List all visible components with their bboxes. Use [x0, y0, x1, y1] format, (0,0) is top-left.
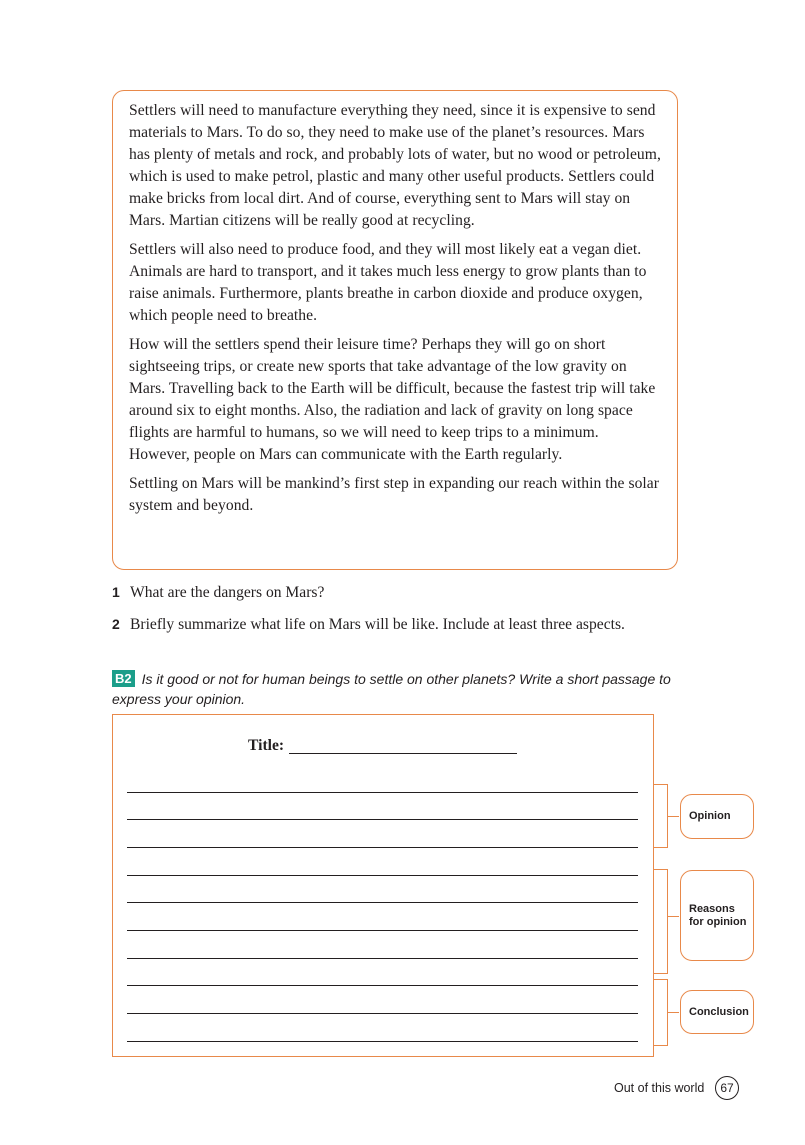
passage-paragraph-1: Settlers will need to manufacture everything they need, since it is expensive to send materials to Mars. To do so, they need to make use of the planet’s resources. Mars has plenty of metals and rock, and probably lots of water, but no wood or petroleum, which is used to make petrol, plastic and many other useful products. Settlers could make bricks from local dirt. And of course, everything sent to Mars will stay on Mars. Martian citizens will be really good at recycling. — [129, 102, 661, 229]
passage-paragraph-4: Settling on Mars will be mankind’s first step in expanding our reach within the solar system and beyond. — [129, 475, 660, 514]
passage-paragraph-3: How will the settlers spend their leisure time? Perhaps they will go on short sightseeing trips, or create new sports that take advantage of the low gravity on Mars. Travelling back to the Earth will be difficult, because the fastest trip will take around six to eight months. Also, the radiation and lack of gravity on long space flights are harmful to humans, so we will need to keep trips to a minimum. However, people on Mars can communicate with the Earth regularly. — [129, 336, 656, 463]
writing-area[interactable] — [112, 714, 654, 1057]
writing-line[interactable] — [127, 958, 638, 959]
opinion-bracket — [654, 784, 668, 848]
conclusion-tag-label: Conclusion — [689, 1005, 749, 1018]
reading-passage-box — [112, 90, 678, 570]
reasons-tag-label — [689, 903, 746, 929]
writing-line[interactable] — [127, 902, 638, 903]
question-number: 2 — [112, 616, 120, 632]
writing-line[interactable] — [127, 792, 638, 793]
writing-line[interactable] — [127, 1041, 638, 1042]
reasons-tag — [680, 870, 754, 961]
writing-line[interactable] — [127, 1013, 638, 1014]
opinion-bracket-connector — [667, 816, 679, 817]
page-number — [715, 1076, 739, 1100]
page-number-text: 67 — [720, 1081, 734, 1095]
writing-task-prompt — [112, 669, 682, 709]
opinion-tag — [680, 794, 754, 839]
reasons-bracket-connector — [667, 916, 679, 917]
writing-line[interactable] — [127, 847, 638, 848]
question-1 — [112, 582, 324, 603]
reasons-tag-line-2: for opinion — [689, 915, 747, 928]
task-instructions: Is it good or not for human beings to settle on other planets? Write a short passage to express your opinion. — [112, 671, 671, 707]
conclusion-bracket-connector — [667, 1012, 679, 1013]
conclusion-bracket — [654, 979, 668, 1046]
question-text: What are the dangers on Mars? — [130, 584, 325, 601]
question-number: 1 — [112, 584, 120, 600]
passage-paragraph-2: Settlers will also need to produce food, and they will most likely eat a vegan diet. Animals are hard to transport, and it takes much less energy to grow plants than to raise animals. Furthermore, plants breathe in carbon dioxide and produce oxygen, which people need to breathe. — [129, 241, 647, 324]
reasons-tag-line-1: Reasons — [689, 902, 735, 915]
footer-section-title: Out of this world — [614, 1081, 705, 1095]
title-blank-line[interactable] — [289, 753, 517, 754]
writing-line[interactable] — [127, 819, 638, 820]
conclusion-tag — [680, 990, 754, 1034]
question-text: Briefly summarize what life on Mars will be like. Include at least three aspects. — [130, 616, 625, 633]
writing-line[interactable] — [127, 985, 638, 986]
question-2 — [112, 614, 625, 635]
opinion-tag-label: Opinion — [689, 810, 731, 822]
writing-line[interactable] — [127, 875, 638, 876]
writing-line[interactable] — [127, 930, 638, 931]
title-label: Title: — [248, 737, 285, 754]
task-badge: B2 — [112, 670, 135, 687]
reasons-bracket — [654, 869, 668, 974]
